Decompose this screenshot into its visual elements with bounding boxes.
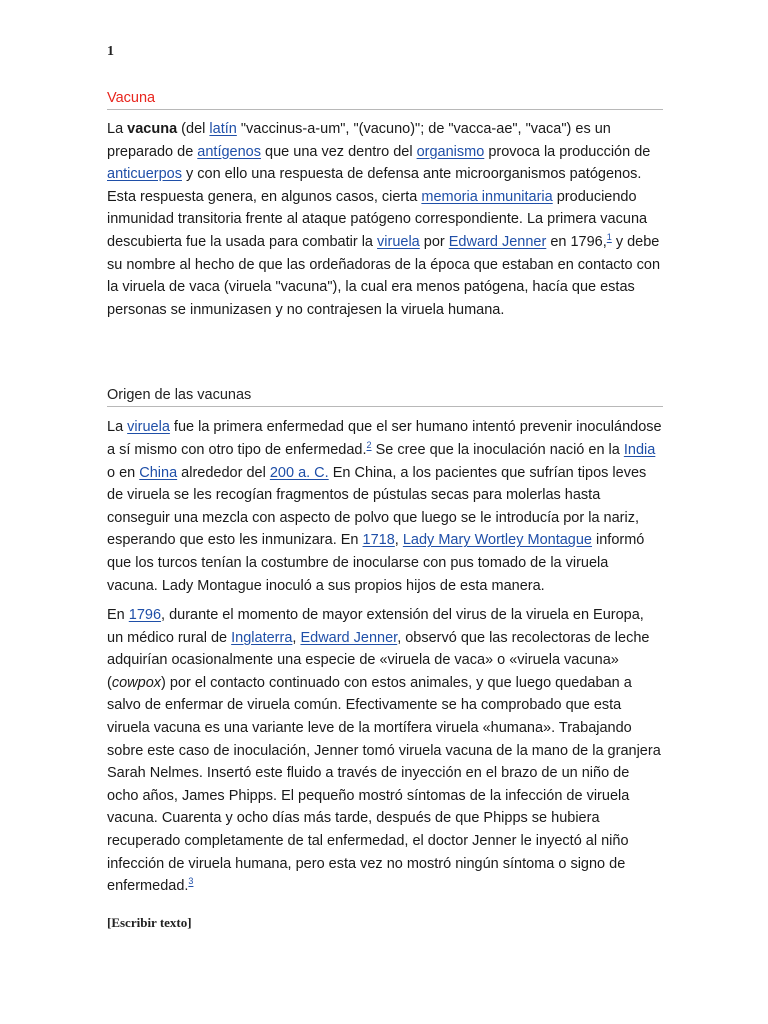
text-run: La <box>107 419 128 436</box>
text-run: , <box>292 629 301 646</box>
footnote-link-2[interactable]: 2 <box>366 439 372 450</box>
link-lady-montague[interactable]: Lady Mary Wortley Montague <box>402 532 592 549</box>
text-run: provoca la producción de <box>484 143 651 160</box>
text-run: "vaccinus-a-um", "(vacuno)"; de "vacca-ae", "vaca") es un preparado de <box>107 121 611 160</box>
link-edward-jenner[interactable]: Edward Jenner <box>448 233 547 250</box>
italic-term-cowpox: cowpox <box>111 674 162 691</box>
link-memoria-inmunitaria[interactable]: memoria inmunitaria <box>421 188 553 205</box>
text-run: produciendo inmunidad transitoria frente al ataque patógeno correspondiente. La primera vacuna descubierta fue la usada para combatir la <box>107 188 648 250</box>
link-latin[interactable]: latín <box>209 121 237 137</box>
link-antigenos[interactable]: antígenos <box>197 143 261 160</box>
link-organismo[interactable]: organismo <box>416 143 485 160</box>
text-run: La <box>107 121 128 137</box>
text-run: , observó que las recolectoras de leche adquirían ocasionalmente una especie de «viruela de vaca» o «viruela vacuna» ( <box>107 629 650 691</box>
link-viruela[interactable]: viruela <box>377 233 420 250</box>
paragraph-origen-2 <box>107 604 663 898</box>
text-run: , durante el momento de mayor extensión del virus de la viruela en Europa, un médico rural de <box>107 607 644 646</box>
text-run: en 1796, <box>546 233 607 250</box>
text-run: o en <box>107 464 140 481</box>
footnote-link-1[interactable]: 1 <box>606 231 612 242</box>
text-run: Se cree que la inoculación nació en la <box>371 441 624 458</box>
text-run: y debe su nombre al hecho de que las ordeñadoras de la época que estaban en contacto con la viruela de vaca (viruela "vacuna"), la cual era menos patógena, hacía que estas personas se inmunizasen y no contrajesen la viruela humana. <box>107 233 661 318</box>
footnote-ref-3[interactable] <box>188 876 193 886</box>
paragraph-vacuna-definition <box>107 118 663 321</box>
text-run: (del <box>177 121 210 137</box>
text-run: por <box>419 233 449 250</box>
section-heading-origen: Origen de las vacunas <box>107 385 663 407</box>
link-1718[interactable]: 1718 <box>362 532 395 549</box>
bold-term-vacuna: vacuna <box>127 121 178 137</box>
link-india[interactable]: India <box>623 441 656 458</box>
link-china[interactable]: China <box>139 464 178 481</box>
paragraph-origen-1 <box>107 416 663 597</box>
text-run: En China, a los pacientes que sufrían tipos leves de viruela se les recogían fragmentos de pústulas secas para molerlas hasta conseguir una mezcla con aspecto de polvo que luego se le introducía por la nariz, esperando que esto les inmunizara. En <box>107 464 647 549</box>
text-run: fue la primera enfermedad que el ser humano intentó prevenir inoculándose a sí mismo con otro tipo de enfermedad. <box>107 419 662 458</box>
link-edward-jenner[interactable]: Edward Jenner <box>300 629 398 646</box>
text-run: alrededor del <box>177 464 270 481</box>
section-heading-vacuna: Vacuna <box>107 88 663 110</box>
footnote-link-3[interactable]: 3 <box>188 876 194 887</box>
text-run: ) por el contacto continuado con estos animales, y que luego quedaban a salvo de enfermar de viruela común. Efectivamente se ha comprobado que esta viruela vacuna es una variante leve de la mortífera viruela «humana». Trabajando sobre este caso de inoculación, Jenner tomó viruela vacuna de la mano de la granjera Sarah Nelmes. Insertó este fluido a través de inyección en el brazo de un niño de ocho años, James Phipps. El pequeño mostró síntomas de la infección de viruela vacuna. Cuarenta y ocho días más tarde, después de que Phipps se hubiera recuperado completamente de tal enfermedad, el doctor Jenner le inyectó al niño infección de viruela humana, pero esta vez no mostró ningún síntoma o signo de enfermedad. <box>107 674 661 895</box>
text-run: y con ello una respuesta de defensa ante microorganismos patógenos. Esta respuesta genera, en algunos casos, cierta <box>107 166 642 205</box>
link-viruela[interactable]: viruela <box>127 419 170 436</box>
link-inglaterra[interactable]: Inglaterra <box>231 629 293 646</box>
text-run: , <box>394 532 403 549</box>
footer-placeholder[interactable]: [Escribir texto] <box>107 915 192 930</box>
text-run: En <box>107 607 129 624</box>
text-run: informó que los turcos tenían la costumbre de inocularse con pus tomado de la viruela vacuna. Lady Montague inoculó a sus propios hijos de esta manera. <box>107 532 645 594</box>
text-run: que una vez dentro del <box>261 143 417 160</box>
link-1796[interactable]: 1796 <box>128 607 162 624</box>
link-anticuerpos[interactable]: anticuerpos <box>107 166 182 183</box>
link-200-ac[interactable]: 200 a. C. <box>269 464 329 481</box>
page-number: 1 <box>107 44 114 59</box>
document-body <box>107 88 663 898</box>
